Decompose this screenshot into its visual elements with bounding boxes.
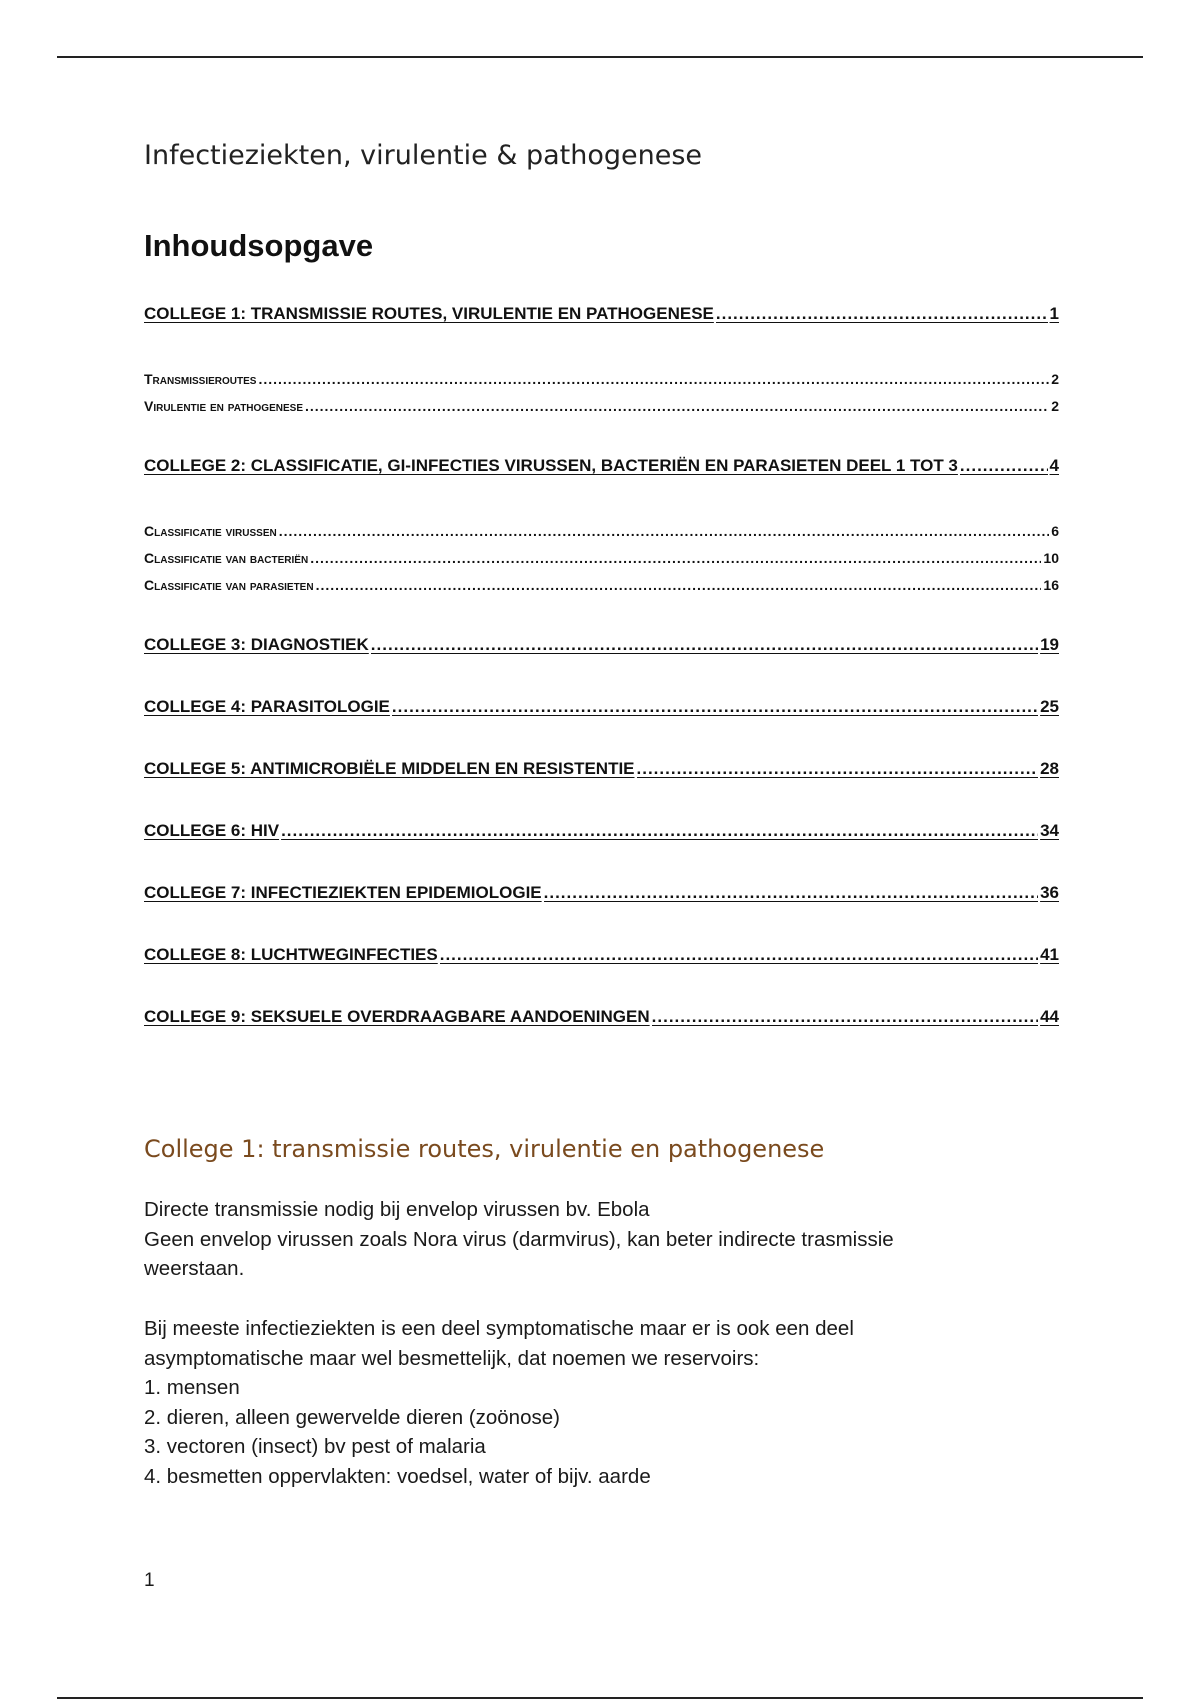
toc-dot-leader <box>440 945 1038 965</box>
toc-dot-leader <box>652 1007 1038 1027</box>
toc-entry-label: Classificatie van parasieten <box>144 577 314 593</box>
toc-entry-college-6[interactable] <box>144 815 1059 841</box>
toc-dot-leader <box>305 398 1049 414</box>
toc-entry-college-7[interactable] <box>144 877 1059 903</box>
toc-entry-college-9[interactable] <box>144 1001 1059 1027</box>
toc-entry-label: COLLEGE 2: CLASSIFICATIE, GI-INFECTIES VIRUSSEN, BACTERIËN EN PARASIETEN DEEL 1 TOT 3 <box>144 456 958 475</box>
toc-dot-leader <box>316 577 1042 593</box>
toc-entry-label: COLLEGE 3: DIAGNOSTIEK <box>144 635 369 654</box>
list-item: 2. dieren, alleen gewervelde dieren (zoönose) <box>144 1405 560 1429</box>
paragraph-line: weerstaan. <box>144 1257 245 1280</box>
paragraph-transmissie <box>144 1195 1059 1284</box>
toc-entry-label: COLLEGE 4: PARASITOLOGIE <box>144 697 390 716</box>
toc-dot-leader <box>392 697 1038 717</box>
toc-entry-college-8[interactable] <box>144 939 1059 965</box>
list-item: 4. besmetten oppervlakten: voedsel, water of bijv. aarde <box>144 1464 651 1488</box>
toc-entry-page: 10 <box>1043 550 1059 566</box>
toc-entry-college-2[interactable] <box>144 450 1059 476</box>
toc-entry-college-1[interactable] <box>144 298 1059 324</box>
toc-entry-page: 2 <box>1051 371 1059 387</box>
toc-entry-page: 1 <box>1049 304 1059 323</box>
toc-dot-leader <box>960 456 1048 476</box>
toc-entry-label: Classificatie van bacteriën <box>144 550 309 566</box>
toc-dot-leader <box>637 759 1039 779</box>
toc-entry-page: 44 <box>1040 1007 1059 1026</box>
list-item: 3. vectoren (insect) bv pest of malaria <box>144 1435 486 1458</box>
section-heading-college-1: College 1: transmissie routes, virulentie en pathogenese <box>144 1135 825 1163</box>
toc-dot-leader <box>279 523 1049 539</box>
toc-entry-label: COLLEGE 7: INFECTIEZIEKTEN EPIDEMIOLOGIE <box>144 883 542 902</box>
header-rule <box>57 56 1143 58</box>
table-of-contents <box>144 298 1059 1027</box>
toc-entry-page: 41 <box>1040 945 1059 964</box>
list-item: 1. mensen <box>144 1376 240 1399</box>
toc-entry-label: Classificatie virussen <box>144 523 277 539</box>
toc-entry-transmissieroutes[interactable] <box>144 360 1059 387</box>
toc-dot-leader <box>281 821 1038 841</box>
footer-rule <box>57 1697 1143 1699</box>
toc-entry-label: COLLEGE 6: HIV <box>144 821 280 840</box>
toc-heading: Inhoudsopgave <box>144 228 374 263</box>
toc-entry-page: 36 <box>1040 883 1059 902</box>
paragraph-line: Directe transmissie nodig bij envelop virussen bv. Ebola <box>144 1198 650 1221</box>
toc-entry-classificatie-virussen[interactable] <box>144 512 1059 539</box>
toc-entry-college-5[interactable] <box>144 753 1059 779</box>
toc-entry-classificatie-parasieten[interactable] <box>144 566 1059 593</box>
toc-entry-page: 16 <box>1043 577 1059 593</box>
page-number: 1 <box>144 1570 155 1591</box>
toc-entry-college-3[interactable] <box>144 629 1059 655</box>
toc-entry-label: COLLEGE 5: ANTIMICROBIËLE MIDDELEN EN RESISTENTIE <box>144 759 635 778</box>
toc-entry-page: 2 <box>1051 398 1059 414</box>
toc-entry-college-4[interactable] <box>144 691 1059 717</box>
toc-entry-label: COLLEGE 1: TRANSMISSIE ROUTES, VIRULENTIE EN PATHOGENESE <box>144 304 714 323</box>
toc-dot-leader <box>716 304 1048 324</box>
document-title: Infectieziekten, virulentie & pathogenese <box>144 140 703 171</box>
toc-entry-label: Virulentie en pathogenese <box>144 398 303 414</box>
toc-entry-page: 34 <box>1040 821 1059 840</box>
toc-entry-page: 6 <box>1051 523 1059 539</box>
toc-entry-page: 25 <box>1040 697 1059 716</box>
toc-dot-leader <box>258 371 1049 387</box>
toc-entry-label: COLLEGE 9: SEKSUELE OVERDRAAGBARE AANDOENINGEN <box>144 1007 650 1026</box>
toc-dot-leader <box>310 550 1041 566</box>
paragraph-line: asymptomatische maar wel besmettelijk, dat noemen we reservoirs: <box>144 1346 760 1370</box>
paragraph-reservoirs <box>144 1314 1059 1491</box>
toc-entry-classificatie-bacterien[interactable] <box>144 539 1059 566</box>
toc-entry-label: COLLEGE 8: LUCHTWEGINFECTIES <box>144 945 438 964</box>
toc-entry-label: Transmissieroutes <box>144 371 257 387</box>
toc-dot-leader <box>544 883 1038 903</box>
toc-dot-leader <box>371 635 1038 655</box>
paragraph-line: Bij meeste infectieziekten is een deel symptomatische maar er is ook een deel <box>144 1317 854 1340</box>
toc-entry-page: 28 <box>1040 759 1059 778</box>
toc-entry-page: 19 <box>1040 635 1059 654</box>
paragraph-line: Geen envelop virussen zoals Nora virus (darmvirus), kan beter indirecte trasmissie <box>144 1227 894 1251</box>
toc-entry-page: 4 <box>1049 456 1059 475</box>
toc-entry-virulentie[interactable] <box>144 387 1059 414</box>
